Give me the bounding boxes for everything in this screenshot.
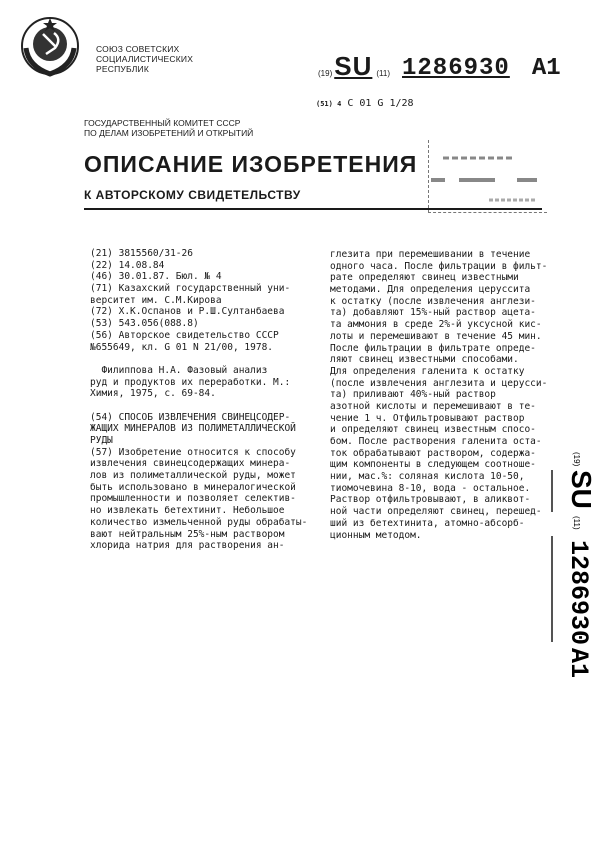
ipc-classification bbox=[316, 98, 414, 109]
text-line: (53) 543.056(088.8) bbox=[90, 318, 199, 330]
text-line: ток обрабатывают раствором, содержа- bbox=[330, 447, 536, 459]
committee-line: ПО ДЕЛАМ ИЗОБРЕТЕНИЙ И ОТКРЫТИЙ bbox=[84, 128, 254, 138]
text-line: быть использовано в минералогической bbox=[90, 481, 296, 493]
text-line: (21) 3815560/31-26 bbox=[90, 248, 193, 259]
committee-line: ГОСУДАРСТВЕННЫЙ КОМИТЕТ СССР bbox=[84, 118, 241, 128]
text-line: промышленности и позволяет селектив- bbox=[90, 493, 296, 505]
union-name bbox=[96, 44, 193, 74]
patent-number: 1286930 bbox=[402, 55, 510, 82]
text-line: лов из полиметаллической руды, может bbox=[90, 470, 296, 482]
union-line: СОЮЗ СОВЕТСКИХ bbox=[96, 44, 180, 54]
side-patent-number bbox=[548, 452, 597, 682]
text-line: азотной кислоты и перемешивают в те- bbox=[330, 400, 536, 412]
text-line: та) добавляют 15%-ный раствор ацета- bbox=[330, 307, 536, 319]
text-line: верситет им. С.М.Кирова bbox=[90, 294, 222, 306]
text-line: рате определяют свинец известными bbox=[330, 272, 519, 284]
text-line: (после извлечения англезита и церусси- bbox=[330, 377, 548, 389]
text-line: извлечения свинецсодержащих минера- bbox=[90, 458, 291, 470]
union-line: РЕСПУБЛИК bbox=[96, 64, 150, 74]
code-19-label: (19) bbox=[318, 69, 333, 78]
stamp-marks bbox=[429, 140, 547, 212]
document-title: ОПИСАНИЕ ИЗОБРЕТЕНИЯ bbox=[84, 151, 418, 177]
ipc-label: (51) 4 bbox=[316, 100, 342, 108]
text-line: бом. После растворения галенита оста- bbox=[330, 436, 542, 447]
text-line: нии, мас.%: соляная кислота 10-50, bbox=[330, 471, 525, 483]
committee-name bbox=[84, 118, 253, 138]
text-line bbox=[90, 400, 307, 412]
text-line: (72) Х.К.Оспанов и Р.Ш.Султанбаева bbox=[90, 306, 285, 318]
side-country-code: SU bbox=[566, 470, 597, 509]
ussr-emblem-icon bbox=[18, 14, 82, 78]
text-line: №655649, кл. G 01 N 21/00, 1978. bbox=[90, 341, 274, 353]
text-line: (46) 30.01.87. Бюл. № 4 bbox=[90, 271, 222, 283]
text-line: щим компоненты в следующем соотноше- bbox=[330, 459, 536, 471]
text-line: Химия, 1975, с. 69-84. bbox=[90, 388, 216, 400]
side-patent-number-text: 1286930 bbox=[564, 540, 593, 646]
side-code-19: (19) bbox=[572, 452, 581, 467]
text-line: лоты и перемешивают в течение 45 мин. bbox=[330, 330, 542, 342]
patent-id-line bbox=[318, 51, 561, 82]
text-line: хлорида натрия для растворения ан- bbox=[90, 540, 285, 552]
ipc-code: C 01 G 1/28 bbox=[347, 98, 414, 109]
text-line bbox=[90, 353, 307, 365]
text-line: Филиппова Н.А. Фазовый анализ bbox=[90, 364, 268, 376]
text-line: (54) СПОСОБ ИЗВЛЕЧЕНИЯ СВИНЕЦСОДЕР- bbox=[90, 411, 291, 423]
kind-code: A1 bbox=[531, 55, 561, 82]
text-line: После фильтрации в фильтрате опреде- bbox=[330, 342, 536, 354]
text-line: ционным методом. bbox=[330, 529, 422, 541]
text-line: ший из бетехтинита, атомно-абсорб- bbox=[330, 517, 525, 529]
text-line: ляют свинец известными способами. bbox=[330, 354, 519, 366]
text-line: ной части определяют свинец, перешед- bbox=[330, 506, 542, 518]
left-column bbox=[90, 248, 307, 552]
text-line: и определяют свинец известным спосо- bbox=[330, 424, 536, 436]
right-column bbox=[330, 249, 547, 541]
text-line: руд и продуктов их переработки. М.: bbox=[90, 376, 291, 388]
text-line: та) приливают 40%-ный раствор bbox=[330, 389, 496, 401]
text-line: ЖАЩИХ МИНЕРАЛОВ ИЗ ПОЛИМЕТАЛЛИЧЕСКОЙ bbox=[90, 423, 296, 435]
text-line: (56) Авторское свидетельство СССР bbox=[90, 329, 279, 341]
text-line: (22) 14.08.84 bbox=[90, 259, 165, 271]
text-line: к остатку (после извлечения англези- bbox=[330, 295, 536, 307]
library-stamp bbox=[428, 140, 547, 213]
text-line: Для определения галенита к остатку bbox=[330, 365, 525, 377]
text-line: Раствор отфильтровывают, в аликвот- bbox=[330, 494, 531, 506]
text-line: (71) Казахский государственный уни- bbox=[90, 283, 291, 295]
text-line: глезита при перемешивании в течение bbox=[330, 249, 531, 260]
text-line: РУДЫ bbox=[90, 435, 113, 446]
text-line: методами. Для определения церуссита bbox=[330, 284, 531, 296]
country-code: SU bbox=[334, 51, 373, 81]
union-line: СОЦИАЛИСТИЧЕСКИХ bbox=[96, 54, 194, 64]
document-subtitle: К АВТОРСКОМУ СВИДЕТЕЛЬСТВУ bbox=[84, 188, 301, 202]
text-line: та аммония в среде 2%-й уксусной кис- bbox=[330, 319, 542, 331]
side-kind-code: A1 bbox=[564, 648, 593, 679]
side-code-11: (11) bbox=[572, 516, 581, 530]
text-line: вают нейтральным 25%-ным раствором bbox=[90, 528, 285, 540]
text-line: но извлекать бетехтинит. Небольшое bbox=[90, 505, 285, 517]
code-11-label: (11) bbox=[376, 69, 390, 78]
text-line: количество измельченной руды обрабаты- bbox=[90, 516, 308, 528]
text-line: одного часа. После фильтрации в фильт- bbox=[330, 260, 548, 272]
text-line: (57) Изобретение относится к способу bbox=[90, 446, 296, 458]
text-line: тиомочевина 8-10, вода - остальное. bbox=[330, 482, 531, 494]
text-line: чение 1 ч. Отфильтровывают раствор bbox=[330, 412, 525, 424]
